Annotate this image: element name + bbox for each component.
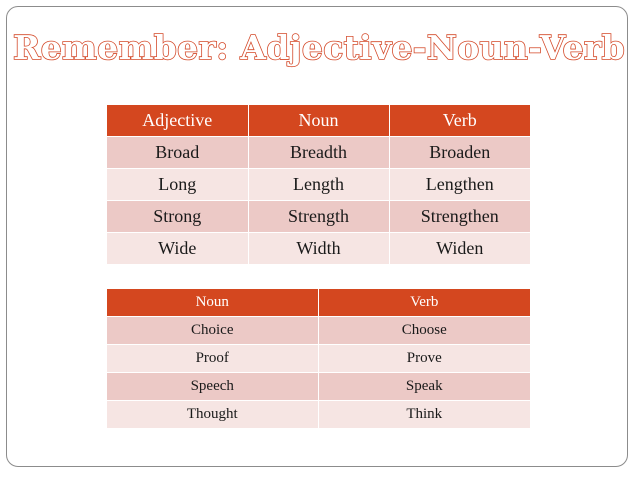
- cell-noun: Proof: [107, 345, 318, 373]
- header-verb: Verb: [318, 289, 530, 317]
- table-row: [107, 233, 530, 265]
- table-row: [107, 401, 530, 429]
- slide-title: Remember: Adjective-Noun-Verb: [13, 28, 625, 67]
- cell-verb: Lengthen: [389, 169, 530, 201]
- table-row: [107, 169, 530, 201]
- cell-noun: Width: [248, 233, 389, 265]
- cell-adjective: Broad: [107, 137, 248, 169]
- cell-noun: Breadth: [248, 137, 389, 169]
- adjective-noun-verb-table: [107, 104, 530, 264]
- table-header-row: [107, 105, 530, 137]
- table-row: [107, 201, 530, 233]
- table-row: [107, 317, 530, 345]
- cell-noun: Thought: [107, 401, 318, 429]
- cell-adjective: Strong: [107, 201, 248, 233]
- cell-verb: Prove: [318, 345, 530, 373]
- table-row: [107, 373, 530, 401]
- cell-adjective: Wide: [107, 233, 248, 265]
- header-adjective: Adjective: [107, 105, 248, 137]
- cell-verb: Choose: [318, 317, 530, 345]
- cell-adjective: Long: [107, 169, 248, 201]
- cell-verb: Strengthen: [389, 201, 530, 233]
- table-row: [107, 345, 530, 373]
- table-header-row: [107, 289, 530, 317]
- cell-noun: Choice: [107, 317, 318, 345]
- cell-verb: Think: [318, 401, 530, 429]
- cell-noun: Length: [248, 169, 389, 201]
- cell-noun: Strength: [248, 201, 389, 233]
- header-verb: Verb: [389, 105, 530, 137]
- table-row: [107, 137, 530, 169]
- cell-noun: Speech: [107, 373, 318, 401]
- cell-verb: Speak: [318, 373, 530, 401]
- cell-verb: Broaden: [389, 137, 530, 169]
- header-noun: Noun: [248, 105, 389, 137]
- noun-verb-table: [107, 288, 530, 428]
- header-noun: Noun: [107, 289, 318, 317]
- cell-verb: Widen: [389, 233, 530, 265]
